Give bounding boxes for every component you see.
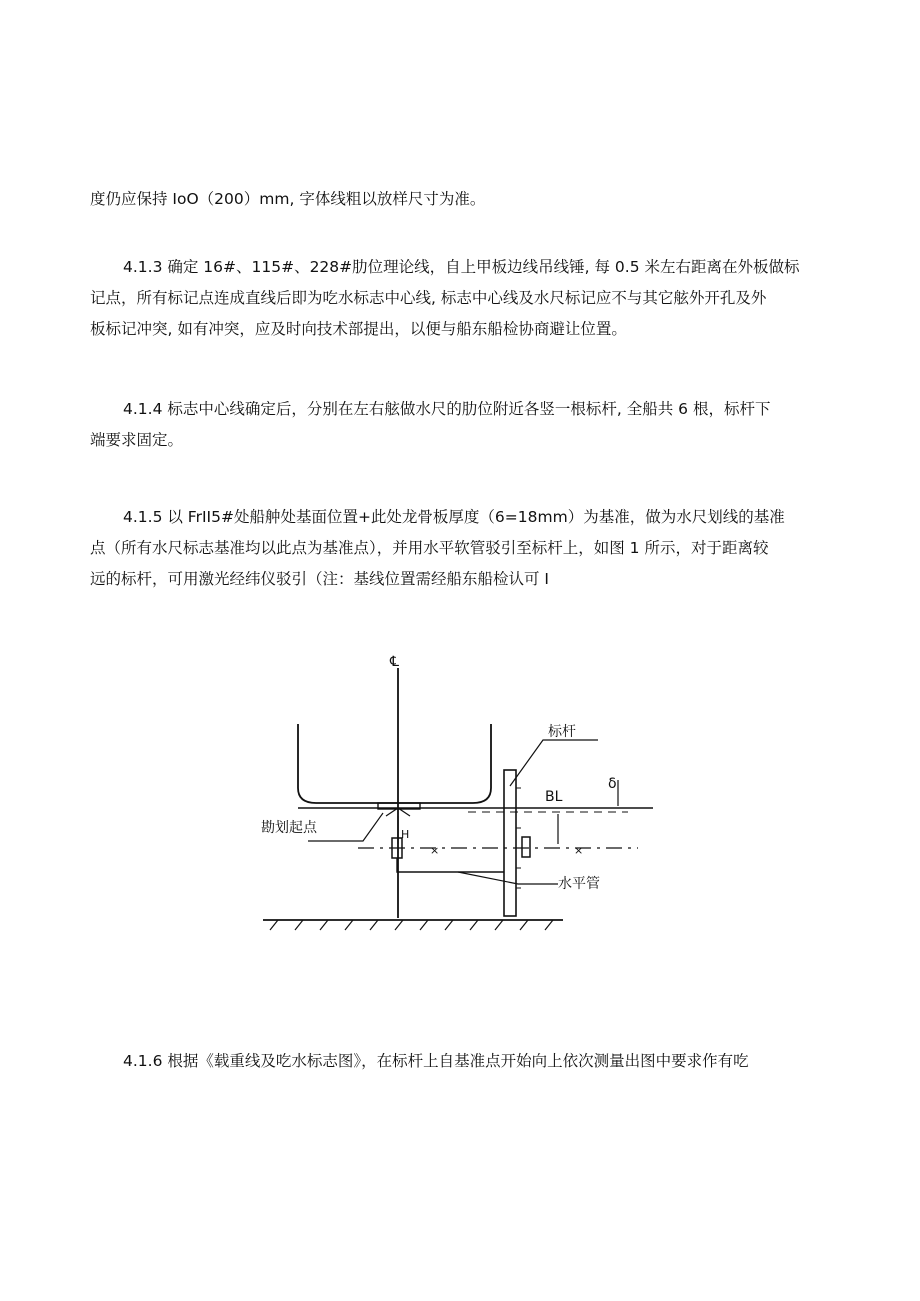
delta-label: δ — [608, 776, 617, 792]
diagram-svg — [258, 648, 668, 938]
h-label: H — [401, 828, 410, 841]
text-line: 4.1.3 确定 16#、115#、228#肋位理论线，自上甲板边线吊线锤, 每 0.5 米左右距离在外板做标 — [123, 258, 800, 276]
paragraph-continuation — [90, 184, 832, 215]
text-line: 板标记冲突, 如有冲突，应及时向技术部提出，以便与船东船检协商避让位置。 — [90, 320, 627, 338]
text-line: 4.1.4 标志中心线确定后，分别在左右舷做水尺的肋位附近各竖一根标杆, 全船共 6 根，标杆下 — [123, 400, 771, 418]
text-line: 度仍应保持 IoO（200）mm, 字体线粗以放样尺寸为准。 — [90, 190, 486, 208]
text-line: 4.1.6 根据《载重线及吃水标志图》，在标杆上自基准点开始向上依次测量出图中要求作有吃 — [123, 1052, 749, 1070]
text-line: 远的标杆，可用激光经纬仪驳引（注：基线位置需经船东船检认可 I — [90, 570, 550, 588]
start-point-leader — [308, 813, 383, 841]
level-tube-label: 水平管 — [558, 876, 600, 892]
tube-right — [522, 837, 530, 857]
text-line: 点（所有水尺标志基准均以此点为基准点），并用水平软管驳引至标杆上，如图 1 所示，对于距离较 — [90, 539, 769, 557]
pole-label: 标杆 — [548, 724, 576, 740]
level-tube-leader — [458, 872, 558, 884]
paragraph-4-1-5 — [90, 502, 832, 595]
paragraph-4-1-6 — [90, 1046, 832, 1077]
pole — [504, 770, 516, 916]
cross-mark-right: × — [574, 844, 584, 857]
text-line: 4.1.5 以 FrII5#处船舯处基面位置+此处龙骨板厚度（6=18mm）为基准，做为水尺划线的基准 — [123, 508, 785, 526]
cross-mark-left: × — [430, 844, 440, 857]
bl-label: BL — [545, 789, 563, 805]
hull-outline — [298, 724, 491, 803]
start-point-label: 勘划起点 — [261, 820, 317, 836]
centerline-symbol: ℄ — [390, 654, 399, 670]
paragraph-4-1-3 — [90, 252, 832, 345]
text-line: 记点，所有标记点连成直线后即为吃水标志中心线, 标志中心线及水尺标记应不与其它舷外开孔及外 — [90, 289, 767, 307]
text-line: 端要求固定。 — [90, 431, 184, 449]
pole-leader — [510, 740, 598, 786]
figure-1-draft-mark-diagram — [258, 648, 668, 938]
paragraph-4-1-4 — [90, 394, 832, 456]
level-tube — [397, 858, 504, 872]
